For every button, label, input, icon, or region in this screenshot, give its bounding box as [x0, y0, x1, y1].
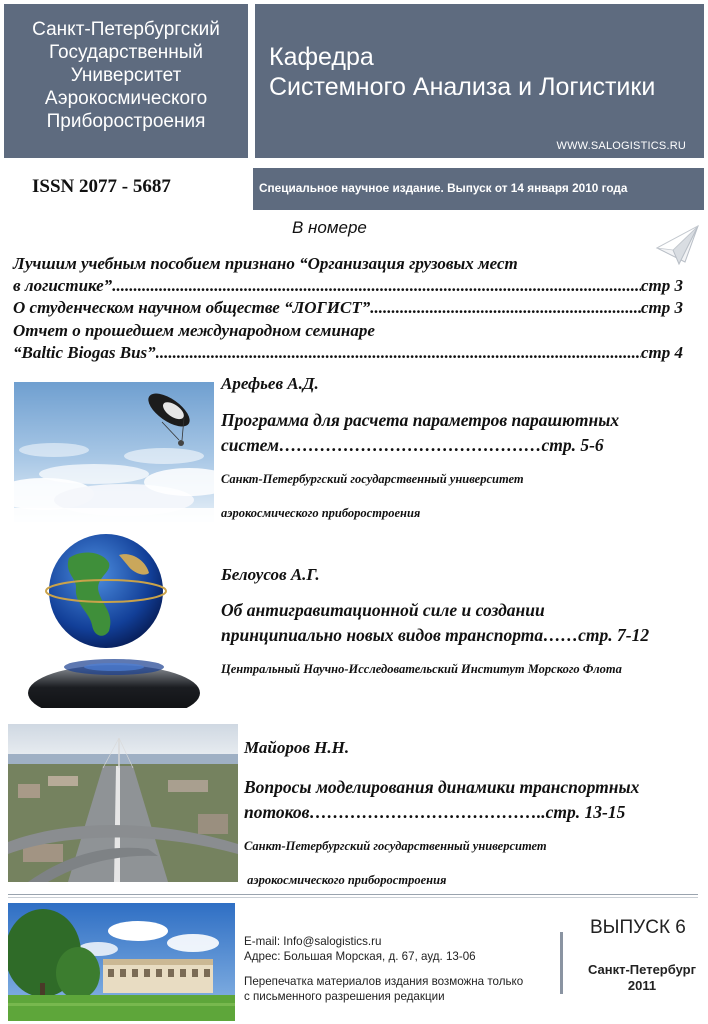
city-label: Санкт-Петербург — [587, 962, 697, 977]
publication-place — [577, 962, 707, 994]
toc-entry-title: О студенческом научном обществе “ЛОГИСТ” — [13, 298, 371, 317]
toc-entry-title: “Baltic Biogas Bus” — [13, 343, 156, 362]
toc-entry-lead: Отчет о прошедшем международном семинаре — [13, 321, 375, 340]
article-affiliation: Санкт-Петербургский государственный университет — [244, 839, 547, 853]
issn-label: ISSN 2077 - 5687 — [32, 176, 171, 197]
contact-email[interactable]: E-mail: Info@salogistics.ru — [244, 935, 382, 948]
toc-entry-lead: Лучшим учебным пособием признано “Организация грузовых мест — [13, 254, 518, 273]
toc-page-ref: стр 3 — [640, 276, 683, 295]
article-affiliation: Санкт-Петербургский государственный университет — [221, 472, 524, 486]
article-author: Майоров Н.Н. — [244, 738, 350, 757]
article-title-line: принципиально новых видов транспорта……стр. 7-12 — [221, 625, 650, 645]
sky-parachute-photo — [14, 382, 214, 522]
article-title-line: потоков…………………………………..стр. 13-15 — [244, 802, 626, 822]
website-link[interactable]: WWW.SALOGISTICS.RU — [556, 140, 686, 152]
divider — [8, 897, 698, 898]
article-affiliation: Центральный Научно-Исследовательский Институт Морского Флота — [221, 662, 622, 676]
contact-address: Адрес: Большая Морская, д. 67, ауд. 13-06 — [244, 950, 476, 963]
university-building-photo — [8, 903, 235, 1021]
toc-entry-title: в логистике” — [13, 276, 113, 295]
article-title-line: Вопросы моделирования динамики транспортных — [244, 777, 640, 797]
university-name-box — [4, 4, 248, 158]
university-line: Государственный — [48, 42, 204, 63]
issue-band-text: Специальное научное издание. Выпуск от 14 января 2010 года — [259, 181, 628, 195]
article-title[interactable] — [221, 598, 649, 648]
city-highway-photo — [8, 724, 238, 882]
department-line: Кафедра — [269, 43, 374, 71]
article-affiliation: аэрокосмического приборостроения — [244, 873, 447, 887]
article-affiliation: аэрокосмического приборостроения — [221, 506, 421, 520]
article-title-line: Программа для расчета параметров парашютных — [221, 410, 620, 430]
issue-number: ВЫПУСК 6 — [590, 917, 686, 938]
toc-page-ref: стр 4 — [640, 343, 683, 362]
footer-divider — [560, 932, 563, 994]
issue-band — [253, 168, 704, 210]
article-title-line: систем………………………………………стр. 5-6 — [221, 435, 604, 455]
divider — [8, 894, 698, 895]
reprint-notice: с письменного разрешения редакции — [244, 990, 445, 1003]
year-label: 2011 — [627, 978, 657, 993]
article-title[interactable] — [244, 775, 639, 825]
university-line: Санкт-Петербургский — [32, 19, 220, 40]
toc-entry[interactable] — [13, 297, 683, 319]
article-author: Арефьев А.Д. — [221, 374, 319, 393]
reprint-notice: Перепечатка материалов издания возможна только — [244, 975, 524, 988]
article-title[interactable] — [221, 408, 619, 458]
university-line: Приборостроения — [46, 111, 206, 132]
toc-page-ref: стр 3 — [640, 298, 683, 317]
department-line: Системного Анализа и Логистики — [269, 73, 656, 101]
in-issue-heading: В номере — [292, 218, 367, 237]
university-line: Университет — [70, 65, 182, 86]
toc-entry[interactable] — [13, 253, 683, 297]
department-box — [255, 4, 704, 158]
toc-entry[interactable] — [13, 320, 683, 364]
article-author: Белоусов А.Г. — [221, 565, 320, 584]
article-title-line: Об антигравитационной силе и создании — [221, 600, 545, 620]
university-line: Аэрокосмического — [44, 88, 208, 109]
levitating-globe-photo — [14, 533, 214, 708]
